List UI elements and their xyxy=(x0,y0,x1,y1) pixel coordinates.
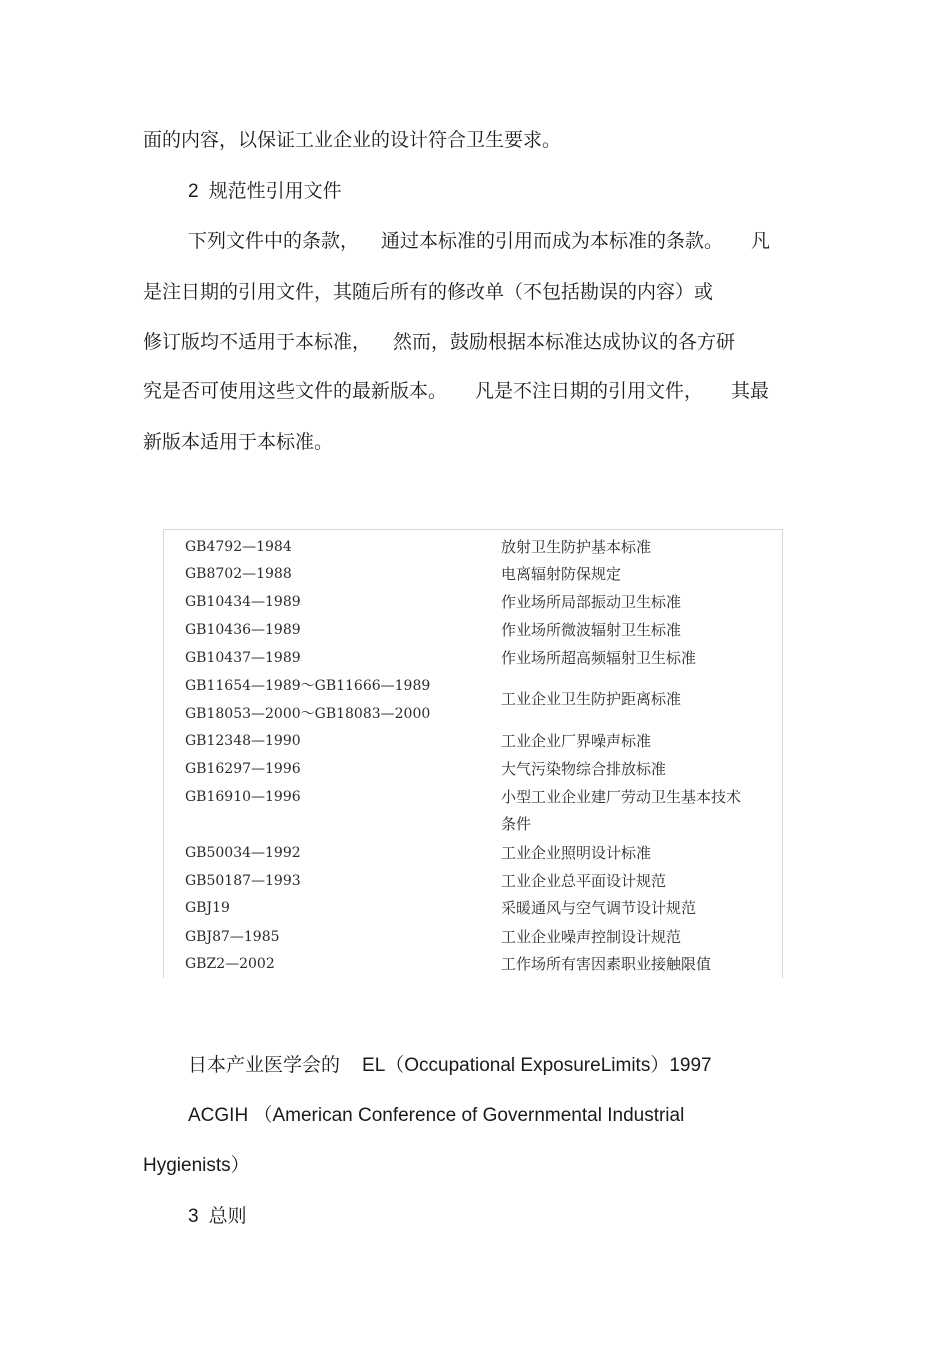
table-cell-code: GB4792—1984 xyxy=(185,539,292,555)
table-cell-code: GB16910—1996 xyxy=(185,789,301,805)
text: 面的内容，以保证工业企业的设计符合卫生要求。 xyxy=(143,129,562,151)
text: 究是否可使用这些文件的最新版本。 xyxy=(143,380,448,402)
text: 然而，鼓励根据本标准达成协议的各方研 xyxy=(393,331,736,353)
table-cell-code: GB8702—1988 xyxy=(185,566,292,582)
table-cell-title: 工业企业照明设计标准 xyxy=(501,844,652,862)
table-cell-title: 作业场所局部振动卫生标准 xyxy=(501,593,682,611)
section-heading-2 xyxy=(188,179,342,204)
table-cell-code: GBJ19 xyxy=(185,900,230,916)
table-cell-code: GB10436—1989 xyxy=(185,622,301,638)
reference-line xyxy=(143,1154,250,1178)
paragraph-line xyxy=(143,430,333,454)
section-number: 2 xyxy=(188,181,199,202)
table-cell-code: GB16297—1996 xyxy=(185,761,301,777)
text: 通过本标准的引用而成为本标准的条款。 xyxy=(381,230,724,252)
text: 凡是不注日期的引用文件， xyxy=(475,380,704,402)
table-cell-code: GB12348—1990 xyxy=(185,733,301,749)
table-cell-code: GBJ87—1985 xyxy=(185,929,280,945)
table-cell-title: 工业企业总平面设计规范 xyxy=(501,872,667,890)
text: 其最 xyxy=(731,380,770,402)
table-cell-code: GB11654—1989～GB11666—1989 xyxy=(185,678,431,694)
text: 凡 xyxy=(751,230,771,252)
table-cell-code: GB50034—1992 xyxy=(185,845,301,861)
section-heading-3 xyxy=(188,1204,247,1229)
table-cell-title: 工业企业卫生防护距离标准 xyxy=(501,690,682,708)
table-cell-code: GB50187—1993 xyxy=(185,873,301,889)
table-cell-title: 小型工业企业建厂劳动卫生基本技术 xyxy=(501,788,742,806)
table-cell-title: 工业企业厂界噪声标准 xyxy=(501,732,652,750)
table-cell-title: 作业场所超高频辐射卫生标准 xyxy=(501,649,697,667)
text: 是注日期的引用文件，其随后所有的修改单（不包括勘误的内容）或 xyxy=(143,281,714,303)
table-cell-title: 放射卫生防护基本标准 xyxy=(501,538,652,556)
table-cell-title: 电离辐射防保规定 xyxy=(501,565,622,583)
text: 下列文件中的条款， xyxy=(188,230,360,252)
text: 修订版均不适用于本标准， xyxy=(143,331,372,353)
table-cell-title: 条件 xyxy=(501,815,532,833)
section-title: 规范性引用文件 xyxy=(208,180,342,202)
table-cell-code: GB10437—1989 xyxy=(185,650,301,666)
table-cell-title: 工业企业噪声控制设计规范 xyxy=(501,928,682,946)
section-title: 总则 xyxy=(208,1205,247,1227)
table-cell-code: GB18053—2000～GB18083—2000 xyxy=(185,706,431,722)
paragraph-line xyxy=(143,280,713,304)
text: ACGIH （American Conference of Governmental Industrial xyxy=(188,1105,685,1126)
paragraph-line xyxy=(143,379,769,403)
standards-table xyxy=(163,529,783,978)
paragraph-line xyxy=(143,330,735,354)
table-cell-code: GB10434—1989 xyxy=(185,594,301,610)
text: Hygienists） xyxy=(143,1155,250,1176)
section-number: 3 xyxy=(188,1206,199,1227)
text: 新版本适用于本标准。 xyxy=(143,431,334,453)
reference-line xyxy=(188,1053,712,1078)
paragraph-line xyxy=(143,128,561,152)
table-cell-title: 大气污染物综合排放标准 xyxy=(501,760,667,778)
paragraph-line xyxy=(188,229,770,253)
text: EL（Occupational ExposureLimits）1997 xyxy=(362,1055,712,1076)
table-cell-code: GBZ2—2002 xyxy=(185,956,275,972)
reference-line xyxy=(188,1104,684,1128)
text: 日本产业医学会的 xyxy=(188,1054,341,1076)
table-cell-title: 作业场所微波辐射卫生标准 xyxy=(501,621,682,639)
table-cell-title: 采暖通风与空气调节设计规范 xyxy=(501,899,697,917)
table-cell-title: 工作场所有害因素职业接触限值 xyxy=(501,955,712,973)
